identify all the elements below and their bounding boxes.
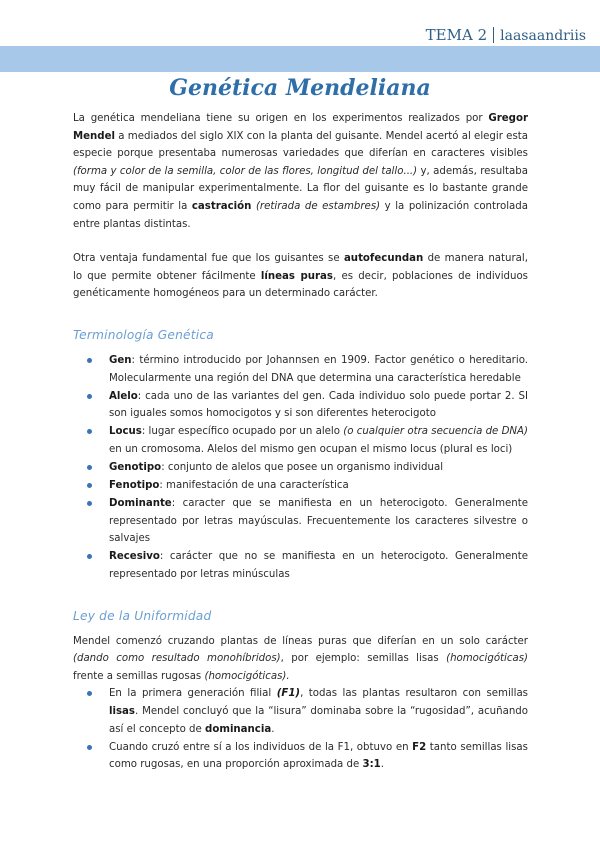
text-run: Gregor Mendel [73, 113, 528, 142]
list-item [73, 495, 528, 548]
intro-paragraph-2 [73, 250, 528, 303]
list-item [73, 459, 528, 477]
section-heading-uniformidad: Ley de la Uniformidad [73, 608, 212, 623]
text-run: Alelo [109, 390, 138, 402]
text-run: a mediados del siglo XIX con la planta del guisante. Mendel acertó al elegir esta especie porque presentaba numerosas variedades que diferían en caracteres visibles [73, 130, 528, 160]
bullet-icon [87, 691, 92, 696]
list-item [73, 352, 528, 387]
intro-paragraph-1 [73, 110, 528, 233]
list-item [73, 423, 528, 458]
text-run: : caracter que se manifiesta en un heterocigoto. Generalmente representado por letras mayúsculas. Frecuentemente los caracteres silvestre o salvajes [109, 498, 528, 545]
list-item [73, 739, 528, 774]
text-run: (o cualquier otra secuencia de DNA) [343, 426, 528, 438]
text-run: (F1) [276, 688, 301, 700]
text-run: . [271, 723, 275, 735]
text-run: dominancia [205, 723, 272, 735]
header-topic: TEMA 2 [425, 26, 488, 44]
bullet-icon [87, 483, 92, 488]
text-run: y, además, resultaba muy fácil de manipular experimentalmente. La flor del guisante es lo bastante grande como para permitir la [73, 165, 528, 212]
uniformidad-intro [73, 633, 528, 686]
bullet-icon [87, 745, 92, 750]
list-item [73, 388, 528, 423]
header-author: laasaandriis [500, 28, 586, 44]
text-run: : cada uno de las variantes del gen. Cada individuo solo puede portar 2. SI son iguales somos homocigotos y si son diferentes heterocigoto [109, 390, 528, 420]
text-run: (retirada de estambres) [255, 200, 381, 212]
text-run: 3:1 [362, 759, 381, 771]
text-run: En la primera generación filial [109, 688, 277, 700]
text-run: líneas puras [260, 270, 333, 282]
text-run: : término introducido por Johannsen en 1909. Factor genético o hereditario. Molecularmente una región del DNA que determina una característica heredable [109, 354, 528, 384]
text-run: : manifestación de una característica [159, 480, 349, 492]
text-run: , por ejemplo: semillas lisas [280, 653, 447, 665]
bullet-icon [87, 465, 92, 470]
text-run: (forma y color de la semilla, color de las flores, longitud del tallo...) [73, 165, 418, 177]
text-run: en un cromosoma. Alelos del mismo gen ocupan el mismo locus (plural es loci) [109, 443, 513, 455]
bullet-icon [87, 554, 92, 559]
list-item [73, 685, 528, 738]
text-run: (homocigóticas) [446, 653, 528, 665]
text-run: Recesivo [109, 551, 160, 563]
text-run: Otra ventaja fundamental fue que los guisantes se [73, 253, 344, 265]
bullet-icon [87, 394, 92, 399]
header-band [0, 46, 600, 72]
text-run: Mendel comenzó cruzando plantas de líneas puras que diferían en un solo carácter [73, 635, 528, 647]
text-run: : carácter que no se manifiesta en un heterocigoto. Generalmente representado por letras minúsculas [109, 551, 528, 581]
text-run: . Mendel concluyó que la “lisura” dominaba sobre la “rugosidad”, acuñando así el concepto de [109, 706, 528, 735]
text-run: , es decir, poblaciones de individuos genéticamente homogéneos para un determinado carácter. [73, 270, 528, 300]
text-run: frente a semillas rugosas [73, 670, 205, 682]
text-run: : lugar específico ocupado por un alelo [141, 426, 344, 438]
header-text [426, 26, 586, 45]
text-run: de manera natural, lo que permite obtener fácilmente [73, 253, 528, 282]
text-run: : conjunto de alelos que posee un organismo individual [161, 462, 444, 473]
text-run: Genotipo [109, 462, 162, 473]
text-run: . [380, 759, 385, 771]
page-header [0, 0, 600, 72]
list-item [73, 548, 528, 583]
text-run: (homocigóticas). [204, 670, 290, 682]
terminology-list [73, 352, 528, 584]
text-run: F2 [412, 741, 427, 753]
header-divider [493, 27, 494, 43]
text-run: Cuando cruzó entre sí a los individuos de la F1, obtuvo en [109, 741, 413, 753]
text-run: autofecundan [343, 253, 424, 265]
text-run: Fenotipo [109, 480, 160, 492]
list-item [73, 477, 528, 495]
text-run: Dominante [109, 498, 172, 510]
document-body [73, 110, 528, 774]
text-run: , todas las plantas resultaron con semillas [300, 688, 528, 700]
text-run: La genética mendeliana tiene su origen en los experimentos realizados por [73, 113, 489, 124]
text-run: castración [191, 200, 252, 212]
text-run: (dando como resultado monohíbridos) [73, 653, 281, 665]
uniformidad-list [73, 685, 528, 773]
text-run: lisas [109, 706, 135, 718]
bullet-icon [87, 501, 92, 506]
bullet-icon [87, 429, 92, 434]
bullet-icon [87, 358, 92, 363]
section-heading-terminologia: Terminología Genética [73, 327, 214, 342]
text-run: Locus [109, 426, 142, 438]
text-run: tanto semillas lisas como rugosas, en una proporción aproximada de [109, 741, 528, 771]
text-run: y la polinización controlada entre plantas distintas. [73, 200, 528, 230]
text-run: Gen [109, 354, 132, 366]
page-title: Genética Mendeliana [169, 75, 431, 101]
